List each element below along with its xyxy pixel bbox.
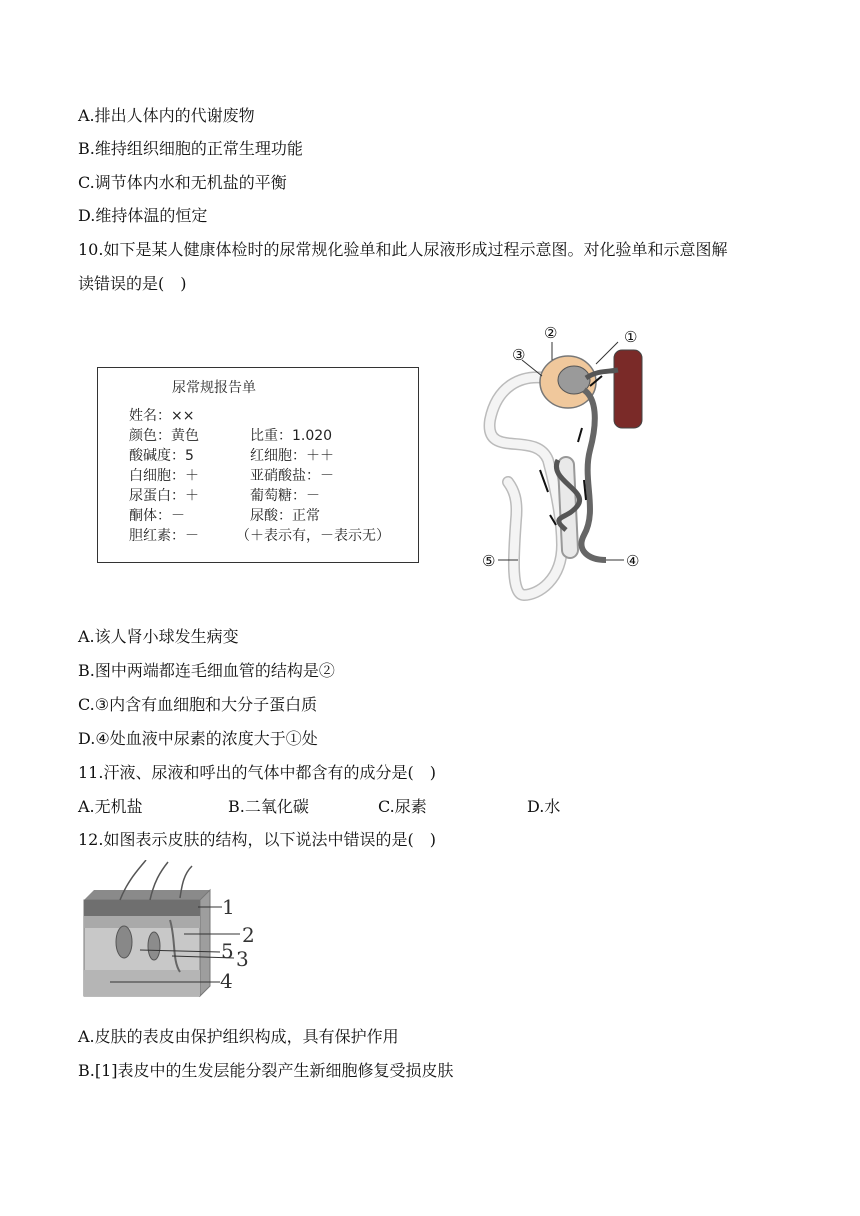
- q11-option-c: C.尿素: [378, 797, 427, 816]
- q10-stem-line1: 10.如下是某人健康体检时的尿常规化验单和此人尿液形成过程示意图。对化验单和示意图解: [78, 240, 728, 259]
- q10-stem-line2: 读错误的是( ): [78, 274, 187, 293]
- report-ph: 酸碱度：5: [129, 448, 194, 464]
- nephron-label-4: ④: [626, 552, 640, 570]
- report-nitrite: 亚硝酸盐：－: [250, 468, 334, 484]
- q10-option-b: B.图中两端都连毛细血管的结构是②: [78, 661, 335, 680]
- skin-label-5: 5: [221, 939, 234, 963]
- skin-diagram: [80, 860, 270, 1010]
- report-wbc: 白细胞：＋: [129, 468, 199, 484]
- q10-option-d: D.④处血液中尿素的浓度大于①处: [78, 729, 318, 748]
- nephron-label-5: ⑤: [482, 552, 496, 570]
- urine-report-box: [97, 367, 419, 563]
- report-gravity: 比重：1.020: [250, 428, 333, 444]
- report-name: 姓名：××: [129, 408, 195, 424]
- skin-label-3: 3: [236, 947, 249, 971]
- q11-option-d: D.水: [527, 797, 561, 816]
- q12-option-b: B.[1]表皮中的生发层能分裂产生新细胞修复受损皮肤: [78, 1061, 454, 1080]
- q9-option-c: C.调节体内水和无机盐的平衡: [78, 173, 287, 192]
- report-protein: 尿蛋白：＋: [129, 488, 199, 504]
- skin-label-4: 4: [220, 969, 233, 993]
- q10-option-c: C.③内含有血细胞和大分子蛋白质: [78, 695, 318, 714]
- q9-option-b: B.维持组织细胞的正常生理功能: [78, 139, 303, 158]
- report-glucose: 葡萄糖：－: [250, 488, 320, 504]
- skin-label-1: 1: [222, 895, 235, 919]
- report-color: 颜色：黄色: [129, 428, 199, 444]
- q10-option-a: A.该人肾小球发生病变: [78, 627, 239, 646]
- skin-label-2: 2: [242, 923, 255, 947]
- q12-stem: 12.如图表示皮肤的结构，以下说法中错误的是( ): [78, 830, 436, 849]
- q11-option-b: B.二氧化碳: [228, 797, 309, 816]
- report-rbc: 红细胞：＋＋: [250, 448, 334, 464]
- nephron-label-3: ③: [512, 346, 526, 364]
- nephron-label-2: ②: [544, 324, 558, 342]
- q9-option-d: D.维持体温的恒定: [78, 206, 208, 225]
- report-ketone: 酮体：－: [129, 508, 185, 524]
- q12-option-a: A.皮肤的表皮由保护组织构成，具有保护作用: [78, 1027, 399, 1046]
- q11-option-a: A.无机盐: [78, 797, 143, 816]
- q9-option-a: A.排出人体内的代谢废物: [78, 106, 255, 125]
- report-title: 尿常规报告单: [172, 380, 256, 396]
- nephron-label-1: ①: [624, 328, 638, 346]
- report-uric-acid: 尿酸：正常: [250, 508, 320, 524]
- report-bilirubin: 胆红素：－: [129, 528, 199, 544]
- nephron-diagram: [478, 320, 658, 610]
- report-legend: （＋表示有，－表示无）: [236, 528, 390, 544]
- q11-stem: 11.汗液、尿液和呼出的气体中都含有的成分是( ): [78, 763, 436, 782]
